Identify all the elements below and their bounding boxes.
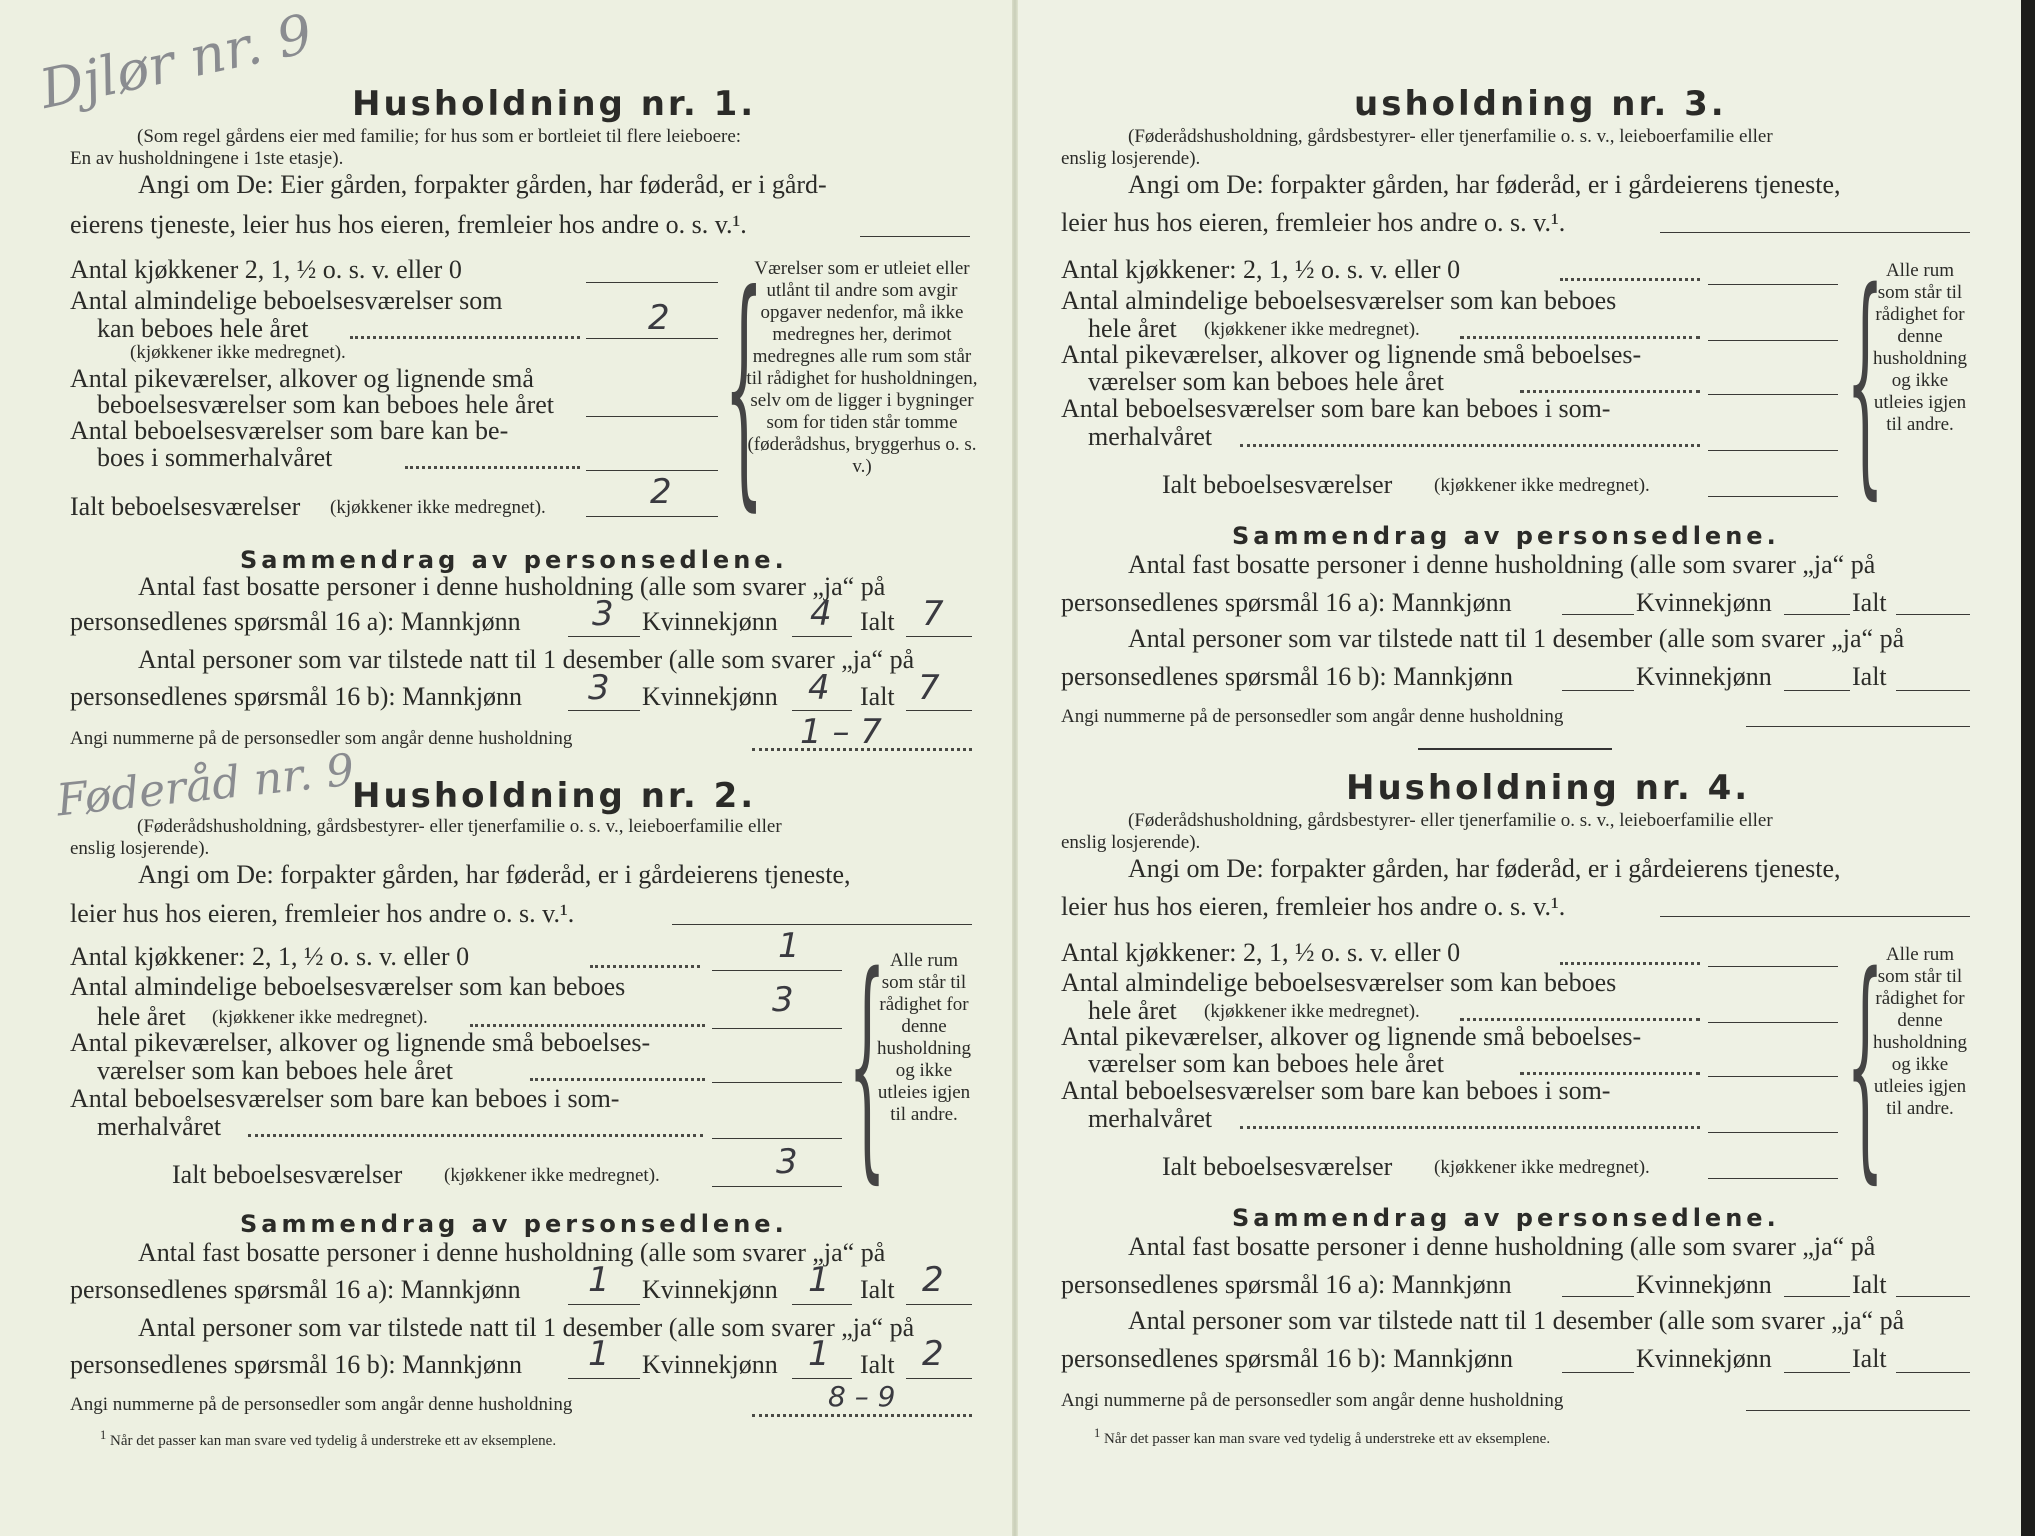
h4-s1b: personsedlenes spørsmål 16 a): Mannkjønn bbox=[1061, 1270, 1512, 1299]
h4-s2b: personsedlenes spørsmål 16 b): Mannkjønn bbox=[1061, 1344, 1514, 1373]
h2-b-m-value: 1 bbox=[588, 1334, 610, 1374]
h1-s1a: Antal fast bosatte personer i denne husholdning (alle som svarer „ja“ på bbox=[138, 572, 886, 601]
h3-b-m-fill bbox=[1562, 690, 1634, 691]
h1-angi-line2: eierens tjeneste, leier hus hos eieren, fremleier hos andre o. s. v.¹. bbox=[70, 210, 747, 239]
h3-a-ialt: Ialt bbox=[1852, 588, 1887, 617]
h2-alm-label-a: Antal almindelige beboelsesværelser som kan beboes bbox=[70, 972, 626, 1001]
h2-b-ialt: Ialt bbox=[860, 1350, 895, 1379]
h2-b-i-value: 2 bbox=[922, 1334, 944, 1374]
h2-kjokken-value: 1 bbox=[778, 926, 800, 966]
h3-note: (Føderådshusholdning, gårdsbestyrer- eller tjenerfamilie o. s. v., leieboerfamilie eller bbox=[1128, 126, 1773, 147]
h2-alm-fill bbox=[712, 1028, 842, 1029]
h3-angi-fill bbox=[1660, 232, 1970, 233]
h2-ialt-value: 3 bbox=[776, 1142, 798, 1182]
h2-nummer-value: 8 – 9 bbox=[828, 1380, 896, 1413]
h1-alm-dots bbox=[350, 336, 580, 339]
h3-ialt-note: (kjøkkener ikke medregnet). bbox=[1434, 475, 1650, 496]
h1-ialt-fill bbox=[586, 516, 718, 517]
h1-b-k-value: 4 bbox=[808, 668, 830, 708]
h2-title: Husholdning nr. 2. bbox=[352, 776, 757, 816]
h4-note: (Føderådshusholdning, gårdsbestyrer- eller tjenerfamilie o. s. v., leieboerfamilie eller bbox=[1128, 810, 1773, 831]
h4-nummer-label: Angi nummerne på de personsedler som angår denne husholdning bbox=[1061, 1390, 1564, 1411]
h2-sommer-fill bbox=[712, 1138, 842, 1139]
h3-a-m-fill bbox=[1562, 614, 1634, 615]
h2-sommer-label-a: Antal beboelsesværelser som bare kan beboes i som- bbox=[70, 1084, 620, 1113]
h1-b-m-fill bbox=[568, 710, 640, 711]
h3-pike-dots bbox=[1520, 390, 1700, 393]
h1-alm-label-b: kan beboes hele året bbox=[97, 314, 309, 343]
h4-ialt-label: Ialt beboelsesværelser bbox=[1162, 1152, 1393, 1181]
h4-kjokken-fill bbox=[1708, 966, 1838, 967]
h3-nummer-label: Angi nummerne på de personsedler som angår denne husholdning bbox=[1061, 706, 1564, 727]
h4-pike-fill bbox=[1708, 1076, 1838, 1077]
h2-brace: { bbox=[848, 924, 887, 1204]
h3-sommer-label-a: Antal beboelsesværelser som bare kan beboes i som- bbox=[1061, 394, 1611, 423]
h1-s2b: personsedlenes spørsmål 16 b): Mannkjønn bbox=[70, 682, 523, 711]
h2-b-kvinne: Kvinnekjønn bbox=[642, 1350, 778, 1379]
h3-a-i-fill bbox=[1896, 614, 1970, 615]
h3-b-kvinne: Kvinnekjønn bbox=[1636, 662, 1772, 691]
h1-b-k-fill bbox=[792, 710, 852, 711]
h4-a-kvinne: Kvinnekjønn bbox=[1636, 1270, 1772, 1299]
h3-sommer-label-b: merhalvåret bbox=[1088, 422, 1213, 451]
h3-brace: { bbox=[1846, 240, 1885, 520]
h4-sommer-label-a: Antal beboelsesværelser som bare kan beboes i som- bbox=[1061, 1076, 1611, 1105]
scan-border bbox=[2021, 0, 2035, 1536]
h1-b-kvinne: Kvinnekjønn bbox=[642, 682, 778, 711]
h1-note: (Som regel gårdens eier med familie; for hus som er bortleiet til flere leieboere: bbox=[137, 126, 742, 147]
h4-angi-fill bbox=[1660, 916, 1970, 917]
h4-note2: enslig losjerende). bbox=[1061, 832, 1201, 853]
h2-b-m-fill bbox=[568, 1378, 640, 1379]
h3-sommer-dots bbox=[1240, 444, 1700, 447]
h2-s2a: Antal personer som var tilstede natt til 1 desember (alle som svarer „ja“ på bbox=[138, 1313, 915, 1342]
h1-b-i-fill bbox=[906, 710, 972, 711]
section-divider bbox=[1418, 748, 1612, 750]
h2-a-i-value: 2 bbox=[922, 1260, 944, 1300]
h1-ialt-label: Ialt beboelsesværelser bbox=[70, 492, 301, 521]
h4-alm-label-b: hele året bbox=[1088, 996, 1177, 1025]
h4-side-note: Alle rum som står til rådighet for denne husholdning og ikke utleies igjen til andre. bbox=[1873, 944, 1967, 1119]
h2-note2: enslig losjerende). bbox=[70, 838, 210, 859]
h2-a-m-fill bbox=[568, 1304, 640, 1305]
h2-ialt-note: (kjøkkener ikke medregnet). bbox=[444, 1165, 660, 1186]
h1-angi-line1: Angi om De: Eier gården, forpakter gården, har føderåd, er i gård- bbox=[138, 170, 827, 199]
h4-a-k-fill bbox=[1784, 1296, 1850, 1297]
footnote-text-right: Når det passer kan man svare ved tydelig å understreke ett av eksemplene. bbox=[1104, 1431, 1551, 1447]
h2-alm-value: 3 bbox=[772, 980, 794, 1020]
h3-kjokken-label: Antal kjøkkener: 2, 1, ½ o. s. v. eller 0 bbox=[1061, 255, 1461, 284]
footnote-mark-right: 1 bbox=[1094, 1426, 1101, 1440]
h2-sommer-dots bbox=[248, 1134, 703, 1137]
h4-alm-fill bbox=[1708, 1022, 1838, 1023]
h2-ialt-label: Ialt beboelsesværelser bbox=[172, 1160, 403, 1189]
h3-angi-line1: Angi om De: forpakter gården, har føderåd, er i gårdeierens tjeneste, bbox=[1128, 170, 1841, 199]
h2-b-i-fill bbox=[906, 1378, 972, 1379]
h1-ialt-value: 2 bbox=[650, 472, 672, 512]
h3-a-kvinne: Kvinnekjønn bbox=[1636, 588, 1772, 617]
h2-a-k-value: 1 bbox=[808, 1260, 830, 1300]
h1-s2a: Antal personer som var tilstede natt til 1 desember (alle som svarer „ja“ på bbox=[138, 645, 915, 674]
h2-kjokken-label: Antal kjøkkener: 2, 1, ½ o. s. v. eller 0 bbox=[70, 942, 470, 971]
h4-kjokken-label: Antal kjøkkener: 2, 1, ½ o. s. v. eller 0 bbox=[1061, 938, 1461, 967]
h2-alm-label-b: hele året bbox=[97, 1002, 186, 1031]
h1-s1b: personsedlenes spørsmål 16 a): Mannkjønn bbox=[70, 607, 521, 636]
h4-pike-dots bbox=[1520, 1072, 1700, 1075]
h2-alm-dots bbox=[470, 1024, 705, 1027]
h2-pike-dots bbox=[530, 1078, 705, 1081]
h1-b-m-value: 3 bbox=[588, 668, 610, 708]
h2-alm-note: (kjøkkener ikke medregnet). bbox=[212, 1007, 428, 1028]
h1-alm-fill bbox=[586, 338, 718, 339]
h4-sommer-label-b: merhalvåret bbox=[1088, 1104, 1213, 1133]
h1-alm-note: (kjøkkener ikke medregnet). bbox=[130, 342, 346, 363]
h3-pike-label-a: Antal pikeværelser, alkover og lignende små beboelses- bbox=[1061, 340, 1642, 369]
h3-alm-dots bbox=[1460, 336, 1700, 339]
h2-a-k-fill bbox=[792, 1304, 852, 1305]
h1-a-ialt: Ialt bbox=[860, 607, 895, 636]
h1-kjokken-fill bbox=[586, 282, 718, 283]
h4-sommer-dots bbox=[1240, 1126, 1700, 1129]
h4-sammendrag: Sammendrag av personsedlene. bbox=[1232, 1204, 1780, 1232]
h4-ialt-fill bbox=[1708, 1178, 1838, 1179]
h1-b-ialt: Ialt bbox=[860, 682, 895, 711]
h3-kjokken-fill bbox=[1708, 284, 1838, 285]
h4-b-k-fill bbox=[1784, 1372, 1850, 1373]
h3-alm-label-b: hele året bbox=[1088, 314, 1177, 343]
h1-a-m-value: 3 bbox=[592, 594, 614, 634]
h2-nummer-label: Angi nummerne på de personsedler som angår denne husholdning bbox=[70, 1394, 573, 1415]
page-fold bbox=[1012, 0, 1018, 1536]
h3-b-k-fill bbox=[1784, 690, 1850, 691]
h4-kjokken-dots bbox=[1560, 962, 1700, 965]
h2-s1a: Antal fast bosatte personer i denne husholdning (alle som svarer „ja“ på bbox=[138, 1238, 886, 1267]
h2-pike-fill bbox=[712, 1082, 842, 1083]
h1-a-m-fill bbox=[568, 636, 640, 637]
footnote-right bbox=[1094, 1426, 1550, 1448]
h3-kjokken-dots bbox=[1560, 278, 1700, 281]
h4-sommer-fill bbox=[1708, 1132, 1838, 1133]
h4-angi-line2: leier hus hos eieren, fremleier hos andre o. s. v.¹. bbox=[1061, 892, 1566, 921]
h3-side-note: Alle rum som står til rådighet for denne husholdning og ikke utleies igjen til andre. bbox=[1873, 260, 1967, 435]
h2-sammendrag: Sammendrag av personsedlene. bbox=[240, 1210, 788, 1238]
h1-a-kvinne: Kvinnekjønn bbox=[642, 607, 778, 636]
h4-title: Husholdning nr. 4. bbox=[1346, 768, 1751, 808]
h1-alm-label-a: Antal almindelige beboelsesværelser som bbox=[70, 286, 503, 315]
h1-sommer-label-a: Antal beboelsesværelser som bare kan be- bbox=[70, 416, 509, 445]
h2-nummer-dots bbox=[752, 1414, 972, 1417]
h4-b-kvinne: Kvinnekjønn bbox=[1636, 1344, 1772, 1373]
h3-alm-fill bbox=[1708, 340, 1838, 341]
h3-nummer-fill bbox=[1746, 726, 1970, 727]
h2-pike-label-a: Antal pikeværelser, alkover og lignende små beboelses- bbox=[70, 1028, 651, 1057]
h2-s2b: personsedlenes spørsmål 16 b): Mannkjønn bbox=[70, 1350, 523, 1379]
h1-b-i-value: 7 bbox=[918, 668, 940, 708]
h3-angi-line2: leier hus hos eieren, fremleier hos andre o. s. v.¹. bbox=[1061, 208, 1566, 237]
h1-a-k-fill bbox=[792, 636, 852, 637]
h3-ialt-fill bbox=[1708, 496, 1838, 497]
h1-pike-fill bbox=[586, 416, 718, 417]
h2-kjokken-fill bbox=[712, 970, 842, 971]
h3-pike-label-b: værelser som kan beboes hele året bbox=[1088, 367, 1444, 396]
h4-alm-note: (kjøkkener ikke medregnet). bbox=[1204, 1001, 1420, 1022]
h2-sommer-label-b: merhalvåret bbox=[97, 1112, 222, 1141]
h4-b-m-fill bbox=[1562, 1372, 1634, 1373]
footnote-mark-left: 1 bbox=[100, 1428, 107, 1442]
h2-ialt-fill bbox=[712, 1186, 842, 1187]
h1-ialt-note: (kjøkkener ikke medregnet). bbox=[330, 497, 546, 518]
h2-b-k-value: 1 bbox=[808, 1334, 830, 1374]
h1-pike-label-b: beboelsesværelser som kan beboes hele året bbox=[97, 390, 555, 419]
h3-b-ialt: Ialt bbox=[1852, 662, 1887, 691]
h4-brace: { bbox=[1846, 924, 1885, 1204]
h4-s1a: Antal fast bosatte personer i denne husholdning (alle som svarer „ja“ på bbox=[1128, 1232, 1876, 1261]
footnote-left bbox=[100, 1428, 556, 1450]
h1-brace: { bbox=[724, 241, 764, 532]
h2-s1b: personsedlenes spørsmål 16 a): Mannkjønn bbox=[70, 1275, 521, 1304]
h4-a-m-fill bbox=[1562, 1296, 1634, 1297]
h2-a-m-value: 1 bbox=[588, 1260, 610, 1300]
h3-pike-fill bbox=[1708, 394, 1838, 395]
h4-alm-label-a: Antal almindelige beboelsesværelser som kan beboes bbox=[1061, 968, 1617, 997]
h2-note: (Føderådshusholdning, gårdsbestyrer- eller tjenerfamilie o. s. v., leieboerfamilie eller bbox=[137, 816, 782, 837]
h2-kjokken-dots bbox=[590, 965, 700, 968]
h1-title: Husholdning nr. 1. bbox=[352, 84, 757, 124]
h2-angi-fill bbox=[672, 924, 972, 925]
h3-alm-label-a: Antal almindelige beboelsesværelser som kan beboes bbox=[1061, 286, 1617, 315]
h4-pike-label-b: værelser som kan beboes hele året bbox=[1088, 1049, 1444, 1078]
h1-angi-fill bbox=[860, 236, 970, 237]
h2-a-ialt: Ialt bbox=[860, 1275, 895, 1304]
h4-angi-line1: Angi om De: forpakter gården, har føderåd, er i gårdeierens tjeneste, bbox=[1128, 854, 1841, 883]
footnote-text-left: Når det passer kan man svare ved tydelig å understreke ett av eksemplene. bbox=[110, 1433, 557, 1449]
h4-alm-dots bbox=[1460, 1018, 1700, 1021]
h3-b-i-fill bbox=[1896, 690, 1970, 691]
h1-note2: En av husholdningene i 1ste etasje). bbox=[70, 148, 344, 169]
h2-pike-label-b: værelser som kan beboes hele året bbox=[97, 1056, 453, 1085]
h3-note2: enslig losjerende). bbox=[1061, 148, 1201, 169]
h2-b-k-fill bbox=[792, 1378, 852, 1379]
margin-note-2: Føderåd nr. 9 bbox=[54, 744, 357, 827]
h3-s2a: Antal personer som var tilstede natt til 1 desember (alle som svarer „ja“ på bbox=[1128, 624, 1905, 653]
h1-kjokken-label: Antal kjøkkener 2, 1, ½ o. s. v. eller 0 bbox=[70, 255, 462, 284]
h3-a-k-fill bbox=[1784, 614, 1850, 615]
h3-s1a: Antal fast bosatte personer i denne husholdning (alle som svarer „ja“ på bbox=[1128, 550, 1876, 579]
h1-sommer-fill bbox=[586, 470, 718, 471]
h3-sommer-fill bbox=[1708, 450, 1838, 451]
h4-a-ialt: Ialt bbox=[1852, 1270, 1887, 1299]
h4-nummer-fill bbox=[1746, 1410, 1970, 1411]
h1-sommer-label-b: boes i sommerhalvåret bbox=[97, 443, 333, 472]
h1-a-k-value: 4 bbox=[810, 594, 832, 634]
h3-s2b: personsedlenes spørsmål 16 b): Mannkjønn bbox=[1061, 662, 1514, 691]
h3-s1b: personsedlenes spørsmål 16 a): Mannkjønn bbox=[1061, 588, 1512, 617]
h4-ialt-note: (kjøkkener ikke medregnet). bbox=[1434, 1157, 1650, 1178]
h2-angi-line1: Angi om De: forpakter gården, har føderåd, er i gårdeierens tjeneste, bbox=[138, 860, 851, 889]
h2-angi-line2: leier hus hos eieren, fremleier hos andre o. s. v.¹. bbox=[70, 899, 575, 928]
h4-b-ialt: Ialt bbox=[1852, 1344, 1887, 1373]
h2-a-kvinne: Kvinnekjønn bbox=[642, 1275, 778, 1304]
h1-a-i-value: 7 bbox=[922, 594, 944, 634]
h4-a-i-fill bbox=[1896, 1296, 1970, 1297]
margin-note-1: Djlør nr. 9 bbox=[34, 1, 318, 122]
h1-pike-label-a: Antal pikeværelser, alkover og lignende små bbox=[70, 364, 534, 393]
h1-sommer-dots bbox=[405, 466, 580, 469]
h1-nummer-label: Angi nummerne på de personsedler som angår denne husholdning bbox=[70, 728, 573, 749]
h1-a-i-fill bbox=[906, 636, 972, 637]
h3-alm-note: (kjøkkener ikke medregnet). bbox=[1204, 319, 1420, 340]
h3-title: usholdning nr. 3. bbox=[1354, 84, 1727, 124]
h4-pike-label-a: Antal pikeværelser, alkover og lignende små beboelses- bbox=[1061, 1022, 1642, 1051]
h1-alm-value: 2 bbox=[648, 298, 670, 338]
h3-sammendrag: Sammendrag av personsedlene. bbox=[1232, 522, 1780, 550]
h4-s2a: Antal personer som var tilstede natt til 1 desember (alle som svarer „ja“ på bbox=[1128, 1306, 1905, 1335]
h4-b-i-fill bbox=[1896, 1372, 1970, 1373]
h1-sammendrag: Sammendrag av personsedlene. bbox=[240, 546, 788, 574]
h1-side-note: Værelser som er utleiet eller utlånt til andre som avgir opgaver nedenfor, må ikke medregnes her, derimot medregnes alle rum som står til rådighet for husholdningen, selv om de ligger i bygninger som for tiden står tomme (føderådshus, bryggerhus o. s. v.) bbox=[746, 258, 978, 477]
h2-side-note: Alle rum som står til rådighet for denne husholdning og ikke utleies igjen til andre. bbox=[877, 950, 971, 1125]
h1-nummer-value: 1 – 7 bbox=[800, 712, 882, 752]
h2-a-i-fill bbox=[906, 1304, 972, 1305]
h3-ialt-label: Ialt beboelsesværelser bbox=[1162, 470, 1393, 499]
